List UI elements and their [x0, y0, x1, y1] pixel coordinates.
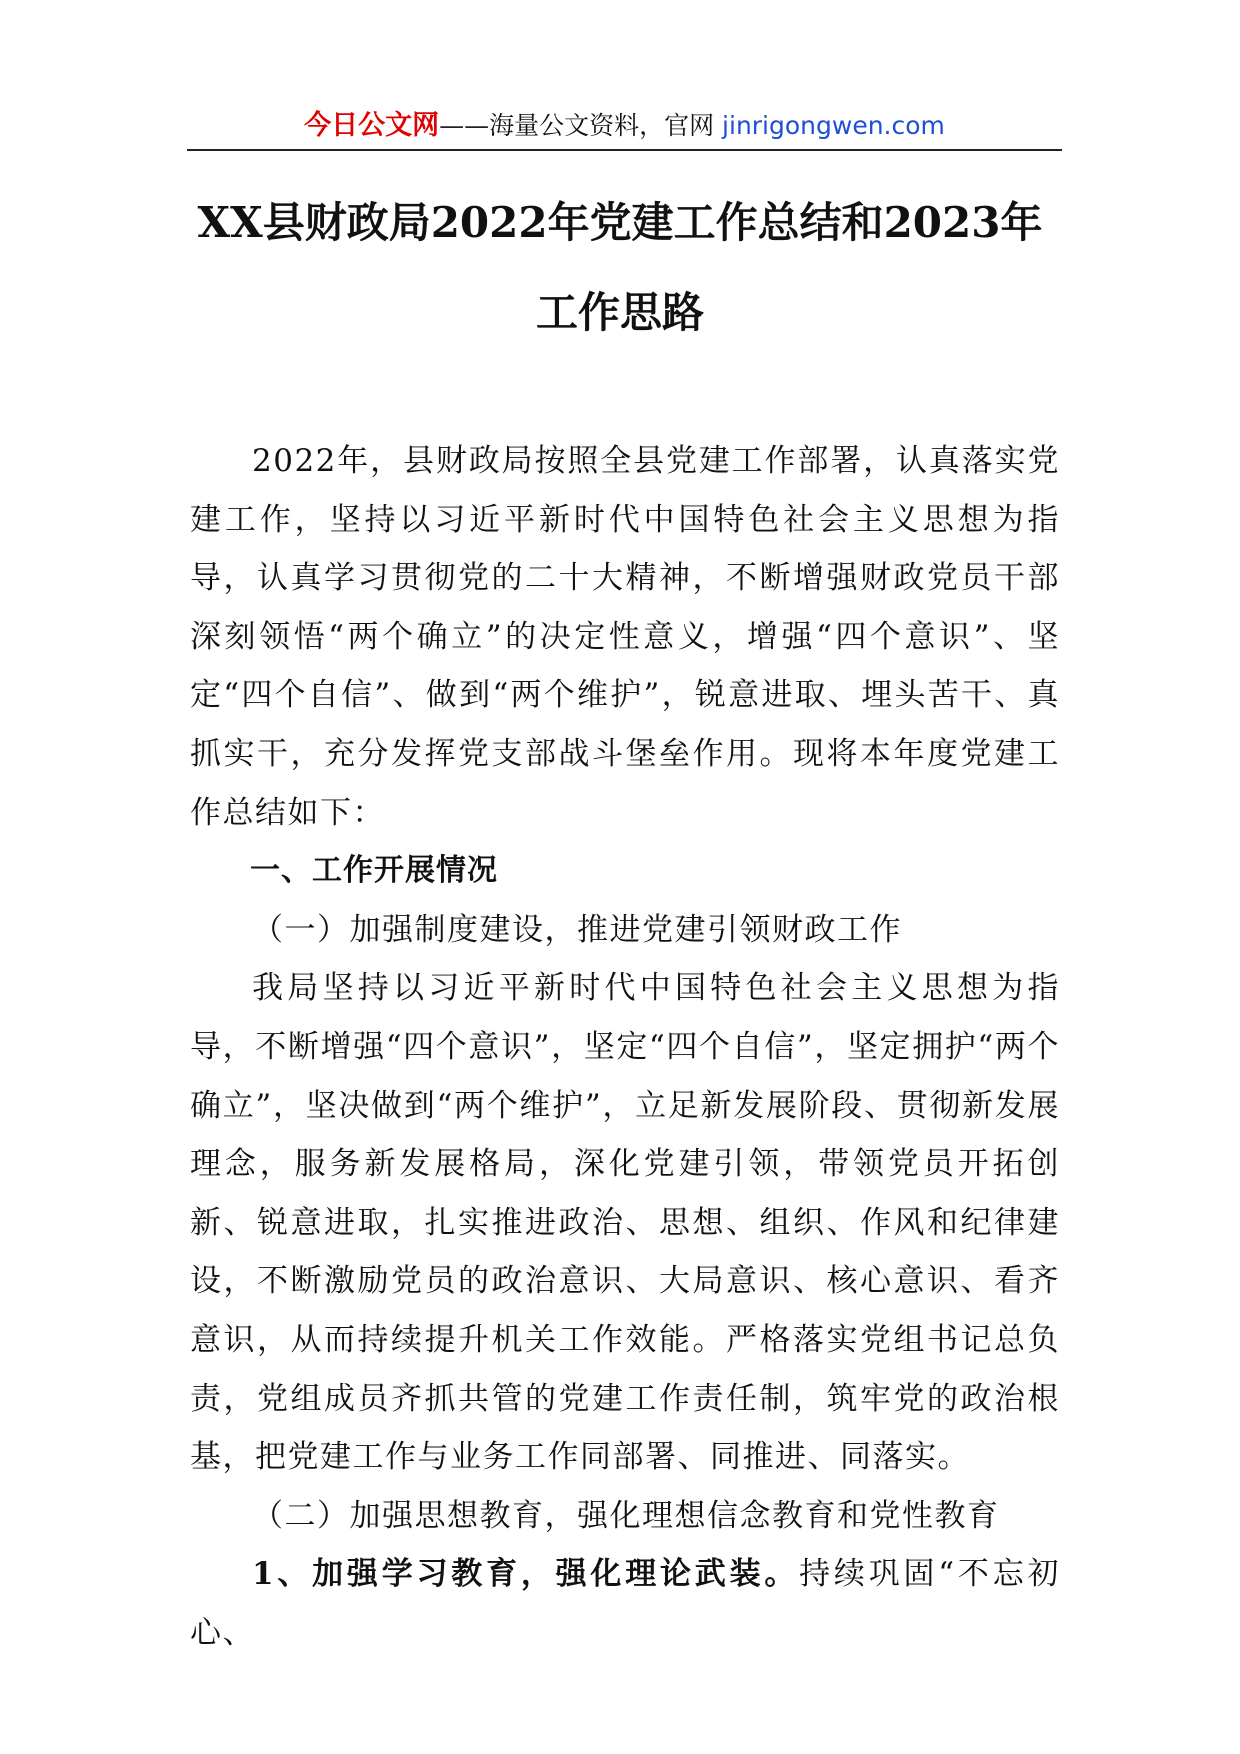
header-separator: —— [439, 111, 490, 140]
subsection-1-paragraph: 我局坚持以习近平新时代中国特色社会主义思想为指导，不断增强“四个意识”，坚定“四个自信”，坚定拥护“两个确立”，坚决做到“两个维护”，立足新发展阶段、贯彻新发展理念，服务新发展格局，深化党建引领，带领党员开拓创新、锐意进取，扎实推进政治、思想、组织、作风和纪律建设，不断激励党员的政治意识、大局意识、核心意识、看齐意识，从而持续提升机关工作效能。严格落实党组书记总负责，党组成员齐抓共管的党建工作责任制，筑牢党的政治根基，把党建工作与业务工作同部署、同推进、同落实。 [190, 970, 1060, 1476]
header-url[interactable]: jinrigongwen.com [722, 111, 945, 140]
section-heading-1: 一、工作开展情况 [250, 853, 498, 889]
subsection-heading-1: （一）加强制度建设，推进党建引领财政工作 [252, 911, 902, 948]
subsection-heading-2: （二）加强思想教育，强化理想信念教育和党性教育 [252, 1497, 1000, 1534]
header-divider [187, 149, 1062, 151]
document-body [190, 432, 1060, 1662]
item-1-lead: 1、加强学习教育，强化理论武装。 [252, 1556, 800, 1593]
header-tagline: 海量公文资料，官网 [489, 111, 715, 140]
intro-paragraph: 2022年，县财政局按照全县党建工作部署，认真落实党建工作，坚持以习近平新时代中国特色社会主义思想为指导，认真学习贯彻党的二十大精神，不断增强财政党员干部深刻领悟“两个确立”的决定性意义，增强“四个意识”、坚定“四个自信”、做到“两个维护”，锐意进取、埋头苦干、真抓实干，充分发挥党支部战斗堡垒作用。现将本年度党建工作总结如下： [190, 443, 1060, 831]
item-1-text: 持续巩固“不忘初心、 [190, 1556, 1060, 1651]
site-brand: 今日公文网 [304, 110, 440, 141]
document-title: XX县财政局2022年党建工作总结和2023年工作思路 [197, 198, 1043, 337]
site-header [187, 104, 1062, 148]
item-1-paragraph [190, 1545, 1060, 1662]
